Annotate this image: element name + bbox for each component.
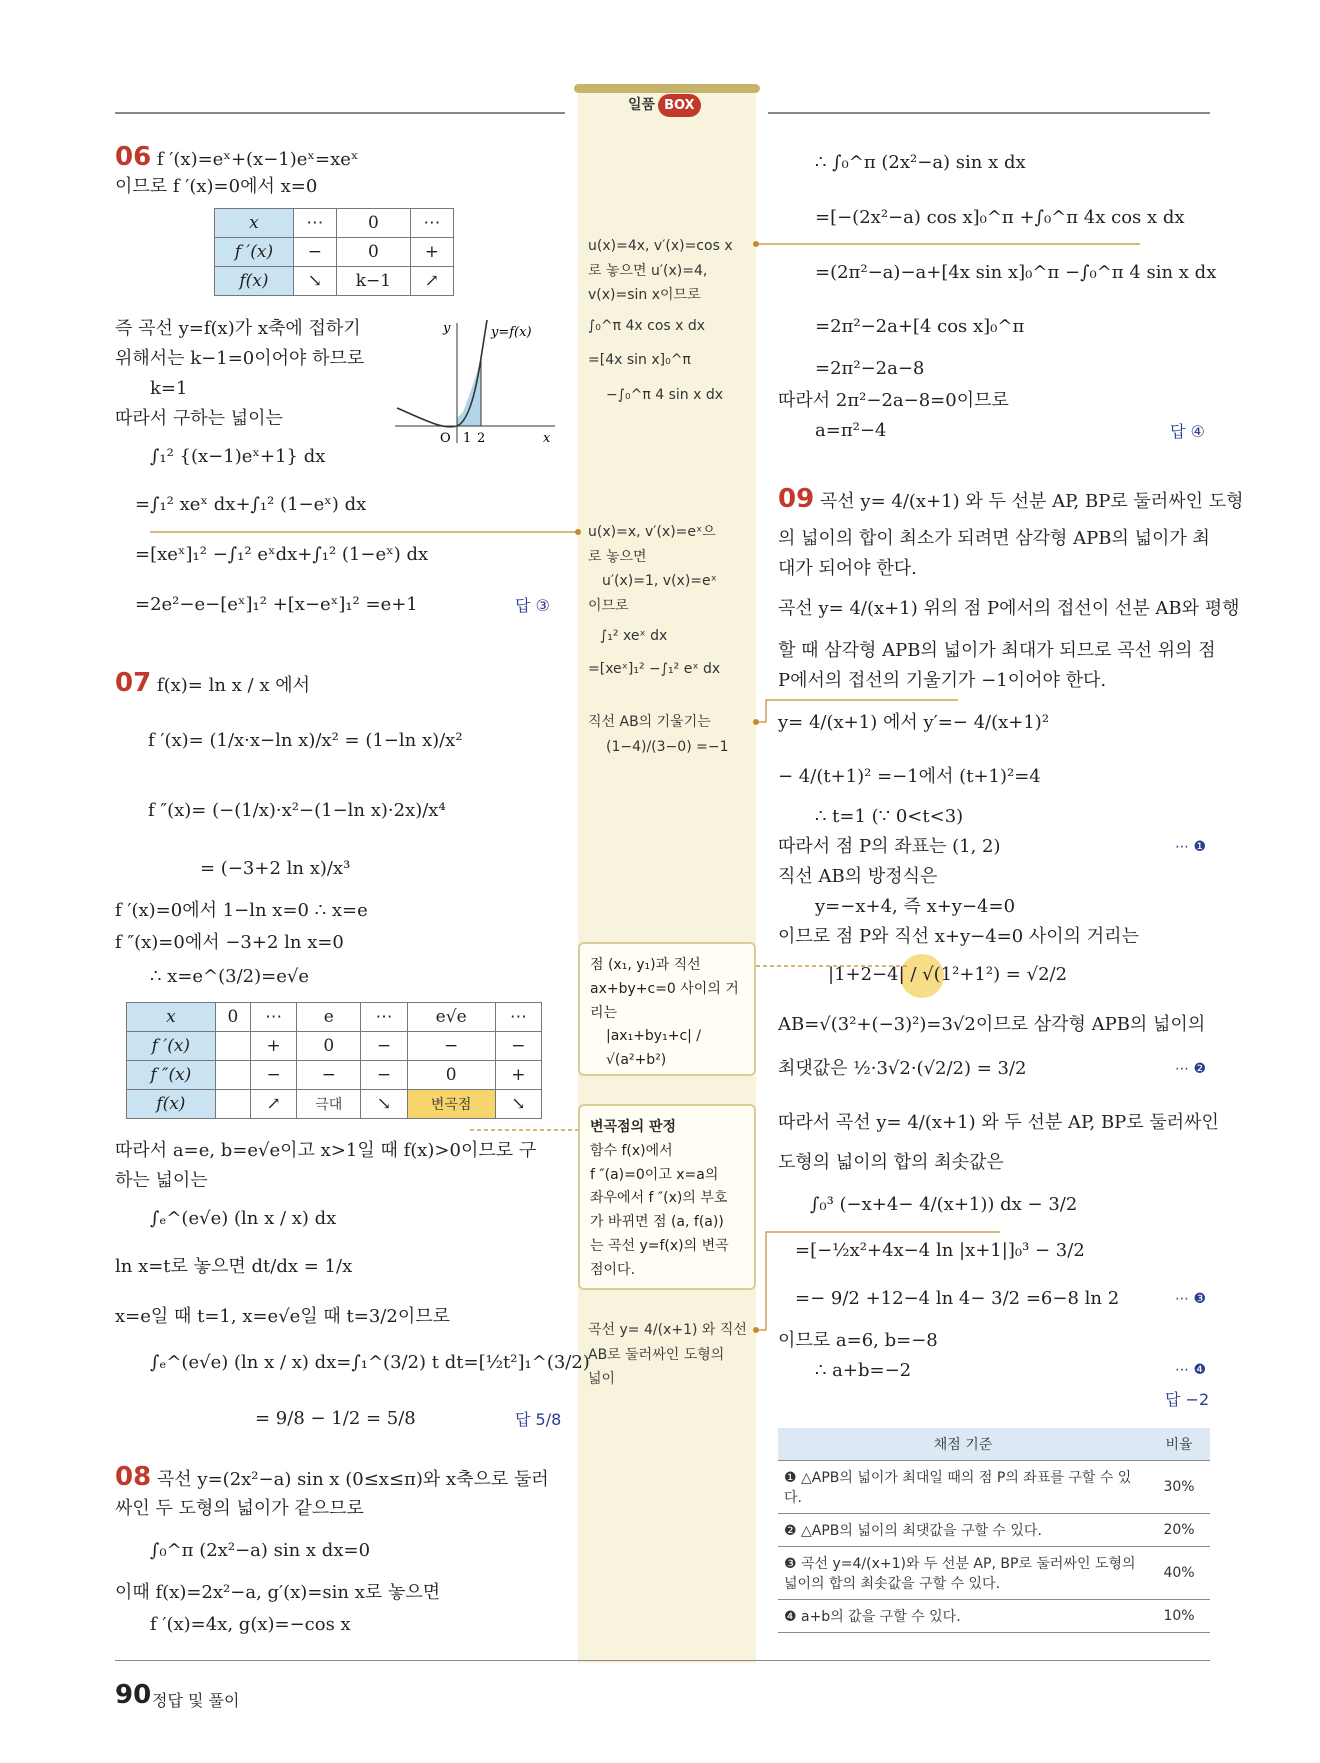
p09-number: 09 [778,484,815,514]
side-line: 로 놓으면 [588,548,647,565]
table-cell: ⋯ [250,1003,296,1032]
side-line: 넓이 [588,1371,616,1387]
connector-dot [575,529,581,535]
p09-l20: =[−½x²+4x−4 ln |x+1|]₀³ − 3/2 [795,1240,1085,1261]
p08-r4: =2π²−2a+[4 cos x]₀^π [815,316,1025,337]
p08-l3: ∫₀^π (2x²−a) sin x dx=0 [150,1540,371,1561]
table-cell: ⋯ [495,1003,541,1032]
p08-number: 08 [115,1462,152,1492]
side-line: 좌우에서 f ″(x)의 부호 [590,1190,728,1207]
p09-l12: y=−x+4, 즉 x+y−4=0 [815,896,1016,917]
footer-text: 정답 및 풀이 [152,1691,240,1710]
p08-r1: ∴ ∫₀^π (2x²−a) sin x dx [815,152,1026,173]
p09-l3: 대가 되어야 한다. [778,558,917,579]
graph-curve-label: y=f(x) [491,325,532,340]
table-cell: 0 [337,209,411,238]
table-cell: 40% [1148,1547,1210,1600]
graph-x-label: x [543,431,551,446]
table-cell: 0 [215,1003,250,1032]
table-cell: − [407,1032,495,1061]
side-line: 점 (x₁, y₁)과 직선 [590,957,701,973]
side-line: (1−4)/(3−0) =−1 [606,738,729,755]
box-badge: BOX [658,94,701,117]
side-line: =[xeˣ]₁² −∫₁² eˣ dx [588,660,721,677]
side-line: 곡선 y= 4/(x+1) 와 직선 [588,1322,747,1338]
p09-l1: 곡선 y= 4/(x+1) 와 두 선분 AP, BP로 둘러싸인 도형 [819,491,1244,512]
side-line: −∫₀^π 4 sin x dx [606,386,724,403]
table-cell: ⋯ [361,1003,407,1032]
table-cell: ❹ a+b의 값을 구할 수 있다. [778,1600,1148,1633]
p09-l19: ∫₀³ (−x+4− 4/(x+1)) dx − 3/2 [810,1194,1078,1215]
p06-l6: 따라서 구하는 넓이는 [115,408,283,429]
table-cell: ↗ [410,267,453,296]
p09-l9: ∴ t=1 (∵ 0<t<3) [815,806,964,827]
table-cell: + [495,1061,541,1090]
side-line: AB로 둘러싸인 도형의 [588,1346,725,1363]
table-cell: ⋯ [293,209,336,238]
connector-dot [753,719,759,725]
p07-l7: ∴ x=e^(3/2)=e√e [150,966,310,987]
table-cell: ↘ [293,267,336,296]
table-cell: x [215,209,294,238]
table-cell: 10% [1148,1600,1210,1633]
side-line: 직선 AB의 기울기는 [588,714,711,730]
table-cell: ↘ [495,1090,541,1119]
box-label: 일품 [628,97,656,113]
p09-l16: 최댓값은 ½·3√2·(√2/2) = 3/2 [778,1058,1027,1079]
p09-l21: =− 9/2 +12−4 ln 4− 3/2 =6−8 ln 2 [795,1288,1120,1309]
p06-l4: 위해서는 k−1=0이어야 하므로 [115,348,365,369]
p09-l14: |1+2−4| / √(1²+1²) = √2/2 [828,964,1068,985]
side-line: u(x)=4x, v′(x)=cos x [588,238,733,254]
p09-step4-mark: ⋯ ❹ [1175,1362,1207,1378]
side-line: =[4x sin x]₀^π [588,352,691,368]
p07-l8: 따라서 a=e, b=e√e이고 x>1일 때 f(x)>0이므로 구 [115,1140,537,1161]
p09-l22: 이므로 a=6, b=−8 [778,1330,938,1351]
graph-y-label: y [443,321,451,336]
p07-l4: = (−3+2 ln x)/x³ [200,858,351,879]
p06-answer: 답 ③ [515,596,550,615]
table-cell: ⋯ [410,209,453,238]
p07-l11: ln x=t로 놓으면 dt/dx = 1/x [115,1256,353,1277]
table-cell: e√e [407,1003,495,1032]
side-line: f ″(a)=0이고 x=a의 [590,1166,719,1183]
table-cell: f(x) [127,1090,216,1119]
p09-l13: 이므로 점 P와 직선 x+y−4=0 사이의 거리는 [778,926,1139,947]
side-line: 함수 f(x)에서 [590,1142,673,1159]
p09-answer: 답 −2 [1165,1390,1210,1409]
table-cell: x [127,1003,216,1032]
p06-number: 06 [115,142,152,172]
graph-tick-2: 2 [477,431,486,446]
table-cell: 0 [407,1061,495,1090]
table-cell: ↘ [361,1090,407,1119]
side-line: 리는 [590,1004,618,1021]
p06-l3: 즉 곡선 y=f(x)가 x축에 접하기 [115,318,361,339]
page-number: 90 [115,1680,152,1710]
p06-l10: =2e²−e−[eˣ]₁² +[x−eˣ]₁² =e+1 [135,594,418,615]
graph-origin-label: O [440,431,451,446]
p09-l15: AB=√(3²+(−3)²)=3√2이므로 삼각형 APB의 넓이의 [778,1014,1206,1035]
p09-step1-mark: ⋯ ❶ [1175,839,1207,855]
p06-l1: f ′(x)=eˣ+(x−1)eˣ=xeˣ [156,149,359,170]
p09-step3-mark: ⋯ ❸ [1175,1291,1207,1307]
p09-l11: 직선 AB의 방정식은 [778,866,938,887]
p09-l23: ∴ a+b=−2 [815,1360,912,1381]
table-cell: − [361,1032,407,1061]
p07-l6: f ″(x)=0에서 −3+2 ln x=0 [115,932,344,953]
p06-l2: 이므로 f ′(x)=0에서 x=0 [115,176,318,197]
p09-l4: 곡선 y= 4/(x+1) 위의 점 P에서의 접선이 선분 AB와 평행 [778,598,1240,619]
side-line: u(x)=x, v′(x)=eˣ으 [588,524,716,540]
p08-r7: a=π²−4 [815,420,887,441]
table-cell-inflection: 변곡점 [407,1090,495,1119]
p09-l18: 도형의 넓이의 합의 최솟값은 [778,1152,1004,1173]
table-cell: ❶ △APB의 넓이가 최대일 때의 점 P의 좌표를 구할 수 있다. [778,1461,1148,1514]
p07-l2: f ′(x)= (1/x·x−ln x)/x² = (1−ln x)/x² [148,730,463,751]
table-cell: 30% [1148,1461,1210,1514]
table-cell: k−1 [337,267,411,296]
graph-tick-1: 1 [463,431,472,446]
table-cell: − [495,1032,541,1061]
p08-r5: =2π²−2a−8 [815,358,925,379]
p06-l5: k=1 [150,378,188,399]
p09-l2: 의 넓이의 합이 최소가 되려면 삼각형 APB의 넓이가 최 [778,528,1210,549]
p07-l14: = 9/8 − 1/2 = 5/8 [255,1408,416,1429]
table-cell: e [297,1003,361,1032]
p06-l8: =∫₁² xeˣ dx+∫₁² (1−eˣ) dx [135,494,367,515]
p08-answer: 답 ④ [1170,422,1205,441]
connector-6 [756,1232,1000,1330]
table-cell: f ′(x) [127,1032,216,1061]
p07-l5: f ′(x)=0에서 1−ln x=0 ∴ x=e [115,900,368,921]
table-cell: f ″(x) [127,1061,216,1090]
side-line: 점이다. [590,1261,636,1278]
side-line: 는 곡선 y=f(x)의 변곡 [590,1237,729,1254]
side-line: 로 놓으면 u′(x)=4, [588,262,708,279]
table-cell: f ′(x) [215,238,294,267]
table-cell: ❷ △APB의 넓이의 최댓값을 구할 수 있다. [778,1514,1148,1547]
p08-r2: =[−(2x²−a) cos x]₀^π +∫₀^π 4x cos x dx [815,207,1185,228]
side-line: ∫₀^π 4x cos x dx [588,317,706,334]
p07-l1: f(x)= ln x / x 에서 [156,675,310,696]
side-line: ax+by+c=0 사이의 거 [590,980,739,997]
table-cell: 0 [297,1032,361,1061]
connector-dot [753,1327,759,1333]
side-line: 이므로 [588,597,629,614]
p08-l1: 곡선 y=(2x²−a) sin x (0≤x≤π)와 x축으로 둘러 [156,1469,549,1490]
p07-l12: x=e일 때 t=1, x=e√e일 때 t=3/2이므로 [115,1306,450,1327]
table-header: 비율 [1148,1428,1210,1461]
table-header: 채점 기준 [778,1428,1148,1461]
connector-3 [756,700,958,722]
side-line: 가 바뀌면 점 (a, f(a)) [590,1214,724,1231]
p08-l2: 싸인 두 도형의 넓이가 같으므로 [115,1498,364,1519]
p08-r6: 따라서 2π²−2a−8=0이므로 [778,390,1009,411]
p09-l17: 따라서 곡선 y= 4/(x+1) 와 두 선분 AP, BP로 둘러싸인 [778,1112,1219,1133]
p09-step2-mark: ⋯ ❷ [1175,1061,1207,1077]
table-cell: ↗ [250,1090,296,1119]
p07-answer: 답 5/8 [515,1410,562,1429]
table-cell: ❸ 곡선 y=4/(x+1)와 두 선분 AP, BP로 둘러싸인 도형의 넓이의 합의 최솟값을 구할 수 있다. [778,1547,1148,1600]
side-line: ∫₁² xeˣ dx [600,628,668,644]
p08-l5: f ′(x)=4x, g(x)=−cos x [150,1614,351,1635]
p08-r3: =(2π²−a)−a+[4x sin x]₀^π −∫₀^π 4 sin x dx [815,262,1217,283]
table-cell: + [410,238,453,267]
p09-l8: − 4/(t+1)² =−1에서 (t+1)²=4 [778,766,1041,787]
table-cell: + [250,1032,296,1061]
p09-l7: y= 4/(x+1) 에서 y′=− 4/(x+1)² [778,712,1050,733]
p09-l10: 따라서 점 P의 좌표는 (1, 2) [778,836,1001,857]
p09-l5: 할 때 삼각형 APB의 넓이가 최대가 되므로 곡선 위의 점 [778,640,1216,661]
table-cell: 0 [337,238,411,267]
p09-l6: P에서의 접선의 기울기가 −1이어야 한다. [778,670,1107,691]
p07-l10: ∫ₑ^(e√e) (ln x / x) dx [150,1208,337,1229]
table-cell: − [293,238,336,267]
p06-l9: =[xeˣ]₁² −∫₁² eˣdx+∫₁² (1−eˣ) dx [135,544,429,565]
table-cell: 극대 [297,1090,361,1119]
side-line: v(x)=sin x이므로 [588,287,701,303]
p06-l7: ∫₁² {(x−1)eˣ+1} dx [150,446,326,467]
table-cell: f(x) [215,267,294,296]
p07-l13: ∫ₑ^(e√e) (ln x / x) dx=∫₁^(3/2) t dt=[½t²]₁^(3/2) [150,1352,590,1373]
side-line: |ax₁+by₁+c| / √(a²+b²) [606,1028,702,1069]
table-cell: − [297,1061,361,1090]
table-cell: − [250,1061,296,1090]
table-cell: 20% [1148,1514,1210,1547]
p07-l9: 하는 넓이는 [115,1170,208,1191]
p08-l4: 이때 f(x)=2x²−a, g′(x)=sin x로 놓으면 [115,1582,441,1603]
side-line: u′(x)=1, v(x)=eˣ [602,573,717,589]
connector-dot [753,241,759,247]
side-title: 변곡점의 판정 [590,1119,677,1135]
p07-number: 07 [115,668,152,698]
table-cell: − [361,1061,407,1090]
p07-l3: f ″(x)= (−(1/x)·x²−(1−ln x)·2x)/x⁴ [148,800,446,821]
